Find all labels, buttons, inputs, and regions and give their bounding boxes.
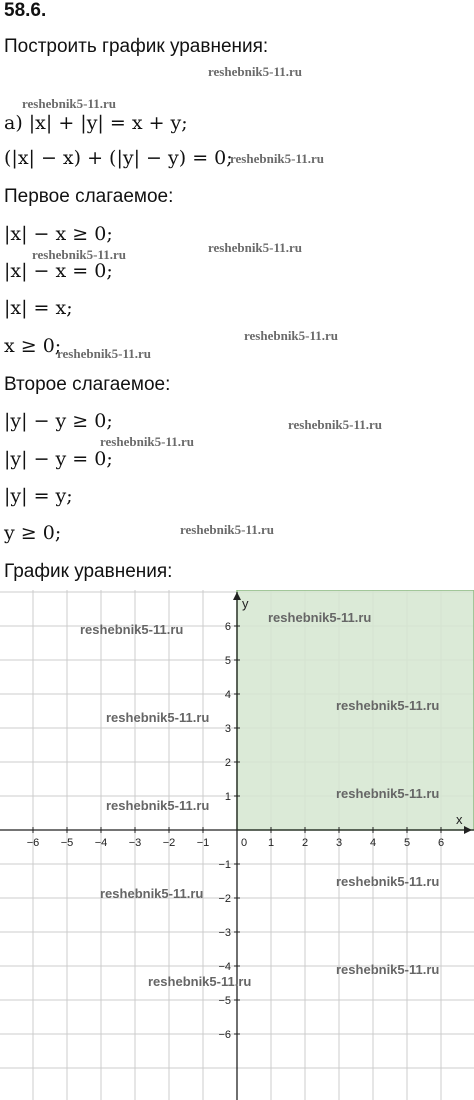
watermark: reshebnik5-11.ru xyxy=(80,622,184,637)
section-heading: Второе слагаемое: xyxy=(4,374,171,395)
page-title: 58.6. xyxy=(4,0,47,21)
watermark: reshebnik5-11.ru xyxy=(32,247,127,262)
watermark: reshebnik5-11.ru xyxy=(106,710,210,725)
section-heading: График уравнения: xyxy=(4,561,173,582)
x-tick-label: 2 xyxy=(301,837,309,849)
y-tick-label: −1 xyxy=(218,859,231,871)
x-tick-label: −6 xyxy=(26,837,40,849)
y-tick-label: 2 xyxy=(224,757,231,769)
y-tick-label: −3 xyxy=(218,927,231,939)
watermark: reshebnik5-11.ru xyxy=(230,151,325,166)
watermark: reshebnik5-11.ru xyxy=(336,698,440,713)
x-tick-label: −5 xyxy=(60,837,74,849)
y-tick-label: 5 xyxy=(224,655,231,667)
x-axis-label: x xyxy=(456,812,463,827)
x-tick-label: −3 xyxy=(128,837,142,849)
task-text: Построить график уравнения: xyxy=(4,36,269,57)
x-tick-label: −1 xyxy=(196,837,210,849)
equation-line: |y| − y = 0; xyxy=(4,448,113,470)
y-tick-label: 3 xyxy=(224,723,231,735)
watermark: reshebnik5-11.ru xyxy=(208,240,303,255)
watermark: reshebnik5-11.ru xyxy=(288,417,383,432)
y-tick-label: −2 xyxy=(218,893,231,905)
watermark: reshebnik5-11.ru xyxy=(57,346,152,361)
section-heading: Первое слагаемое: xyxy=(4,186,174,207)
equation-line: x ≥ 0; xyxy=(4,335,62,357)
watermark: reshebnik5-11.ru xyxy=(106,798,210,813)
x-tick-label: 0 xyxy=(241,837,248,849)
watermark: reshebnik5-11.ru xyxy=(100,886,204,901)
x-tick-label: 1 xyxy=(267,837,275,849)
x-tick-label: −4 xyxy=(94,837,108,849)
watermark: reshebnik5-11.ru xyxy=(268,610,372,625)
watermark: reshebnik5-11.ru xyxy=(244,328,339,343)
equation-graph xyxy=(0,590,474,1100)
watermark: reshebnik5-11.ru xyxy=(100,434,195,449)
equation-line: |y| − y ≥ 0; xyxy=(4,410,113,432)
y-axis-label: y xyxy=(242,596,249,611)
watermark: reshebnik5-11.ru xyxy=(336,786,440,801)
watermark: reshebnik5-11.ru xyxy=(148,974,252,989)
y-tick-label: 4 xyxy=(224,689,231,701)
y-tick-label: −6 xyxy=(218,1029,231,1041)
equation-line: |y| = y; xyxy=(4,485,73,507)
watermark: reshebnik5-11.ru xyxy=(336,962,440,977)
equation-line: y ≥ 0; xyxy=(4,522,62,544)
watermark: reshebnik5-11.ru xyxy=(336,874,440,889)
y-tick-label: 1 xyxy=(224,791,231,803)
equation-line: |x| = x; xyxy=(4,297,73,319)
equation-line: а) |x| + |y| = x + y; xyxy=(4,112,188,134)
x-tick-label: 3 xyxy=(335,837,343,849)
watermark: reshebnik5-11.ru xyxy=(22,96,117,111)
watermark: reshebnik5-11.ru xyxy=(180,522,275,537)
y-tick-label: 6 xyxy=(224,621,231,633)
y-tick-label: −5 xyxy=(218,995,231,1007)
watermark: reshebnik5-11.ru xyxy=(208,64,303,79)
y-tick-label: −4 xyxy=(218,961,231,973)
x-tick-label: 4 xyxy=(369,837,377,849)
x-tick-label: 6 xyxy=(437,837,445,849)
equation-line: |x| − x = 0; xyxy=(4,260,113,282)
equation-line: (|x| − x) + (|y| − y) = 0; xyxy=(4,147,233,169)
x-tick-label: 5 xyxy=(403,837,411,849)
equation-line: |x| − x ≥ 0; xyxy=(4,223,113,245)
x-tick-label: −2 xyxy=(162,837,176,849)
